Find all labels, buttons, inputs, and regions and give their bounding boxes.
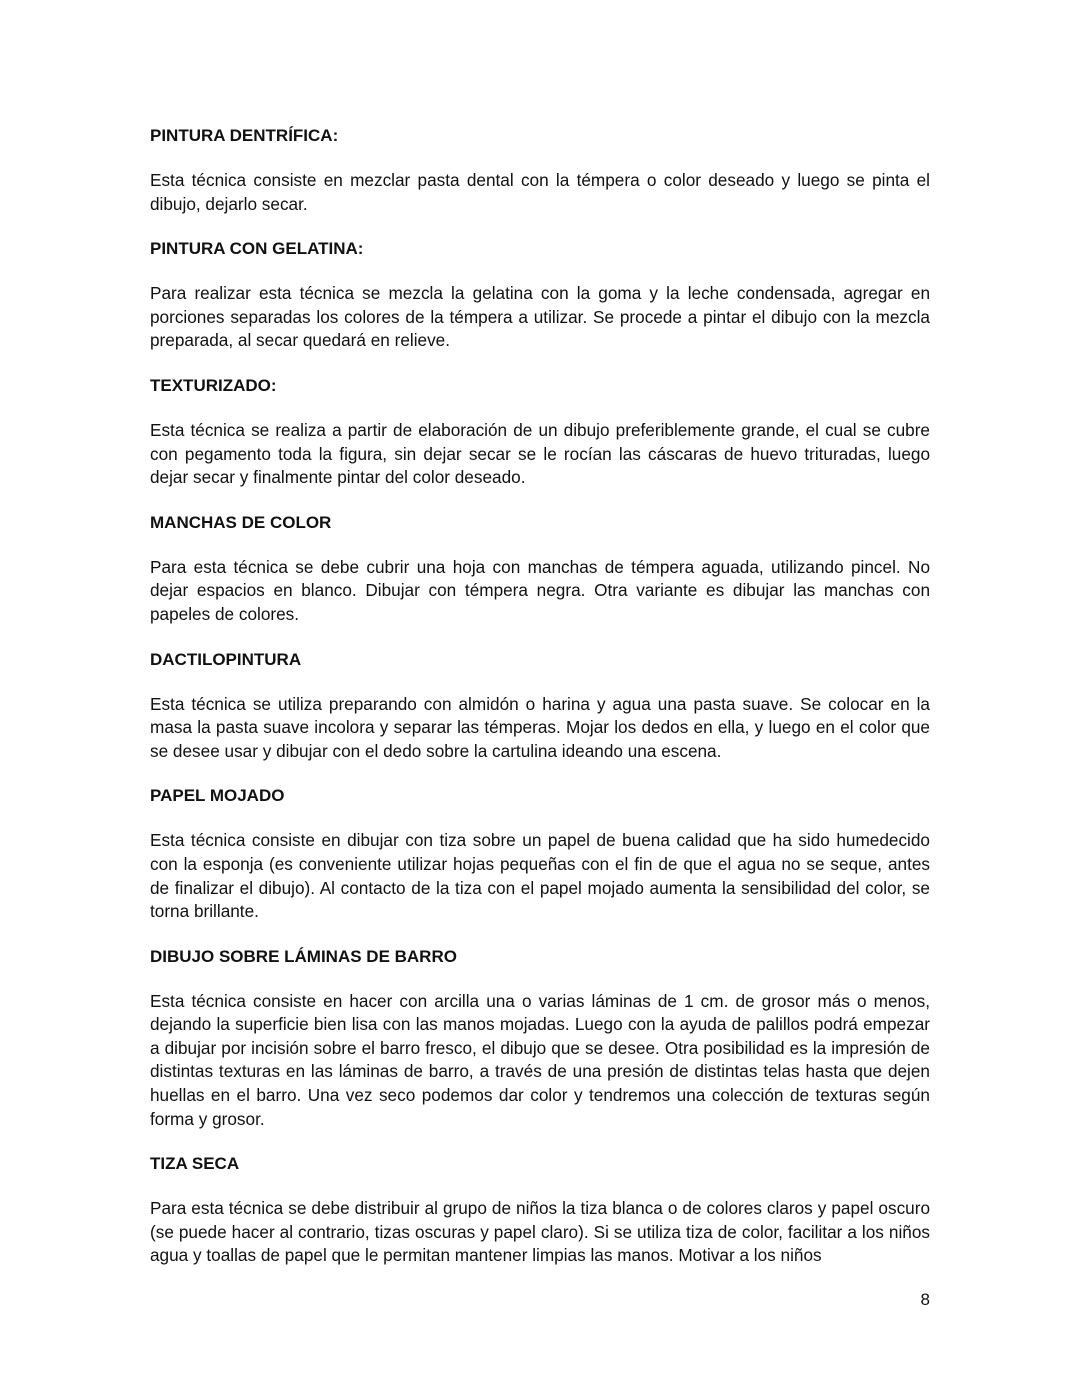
heading-tiza-seca: TIZA SECA (150, 1154, 240, 1174)
heading-dibujo-sobre-laminas-de-barro: DIBUJO SOBRE LÁMINAS DE BARRO (150, 946, 457, 966)
paragraph-texturizado: Esta técnica se realiza a partir de elaboración de un dibujo preferiblemente grande, el cual se cubre con pegamento toda la figura, sin dejar secar se le rocían las cáscaras de huevo trituradas, luego dejar secar y finalmente pintar del color deseado. (150, 419, 930, 488)
heading-pintura-dentrifica: PINTURA DENTRÍFICA: (150, 126, 339, 145)
page-content (150, 124, 930, 1289)
page-number: 8 (920, 1290, 930, 1309)
heading-dactilopintura: DACTILOPINTURA (150, 649, 302, 669)
paragraph-manchas-de-color: Para esta técnica se debe cubrir una hoja con manchas de témpera aguada, utilizando pincel. No dejar espacios en blanco. Dibujar con témpera negra. Otra variante es dibujar las manchas con papeles de colores. (150, 556, 930, 624)
paragraph-dactilopintura: Esta técnica se utiliza preparando con almidón o harina y agua una pasta suave. Se colocar en la masa la pasta suave incolora y separar las témperas. Mojar los dedos en ella, y luego en el color que se desee usar y dibujar con el dedo sobre la cartulina ideando una escena. (150, 693, 930, 761)
heading-pintura-con-gelatina: PINTURA CON GELATINA: (150, 239, 364, 259)
paragraph-papel-mojado: Esta técnica consiste en dibujar con tiza sobre un papel de buena calidad que ha sido humedecido con la esponja (es conveniente utilizar hojas pequeñas con el fin de que el agua no se seque, antes de finalizar el dibujo). Al contacto de la tiza con el papel mojado aumenta la sensibilidad del color, se torna brillante. (150, 830, 930, 922)
paragraph-dibujo-sobre-laminas-de-barro: Esta técnica consiste en hacer con arcilla una o varias láminas de 1 cm. de grosor más o menos, dejando la superficie bien lisa con las manos mojadas. Luego con la ayuda de palillos podrá empezar a dibujar por incisión sobre el barro fresco, el dibujo que se desee. Otra posibilidad es la impresión de distintas texturas en las láminas de barro, a través de una presión de distintas telas hasta que dejen huellas en el barro. Una vez seco podemos dar color y tendremos una colección de texturas según forma y grosor. (150, 990, 930, 1129)
paragraph-pintura-con-gelatina: Para realizar esta técnica se mezcla la gelatina con la goma y la leche condensada, agregar en porciones separadas los colores de la témpera a utilizar. Se procede a pintar el dibujo con la mezcla preparada, al secar quedará en relieve. (150, 283, 930, 351)
heading-manchas-de-color: MANCHAS DE COLOR (150, 512, 332, 532)
heading-papel-mojado: PAPEL MOJADO (150, 786, 285, 806)
paragraph-pintura-dentrifica: Esta técnica consiste en mezclar pasta dental con la témpera o color deseado y luego se pinta el dibujo, dejarlo secar. (150, 170, 930, 214)
heading-texturizado: TEXTURIZADO: (150, 375, 277, 395)
paragraph-tiza-seca: Para esta técnica se debe distribuir al grupo de niños la tiza blanca o de colores claros y papel oscuro (se puede hacer al contrario, tizas oscuras y papel claro). Si se utiliza tiza de color, facilitar a los niños agua y toallas de papel que le permitan mantener limpias las manos. Motivar a los niños (150, 1198, 930, 1266)
